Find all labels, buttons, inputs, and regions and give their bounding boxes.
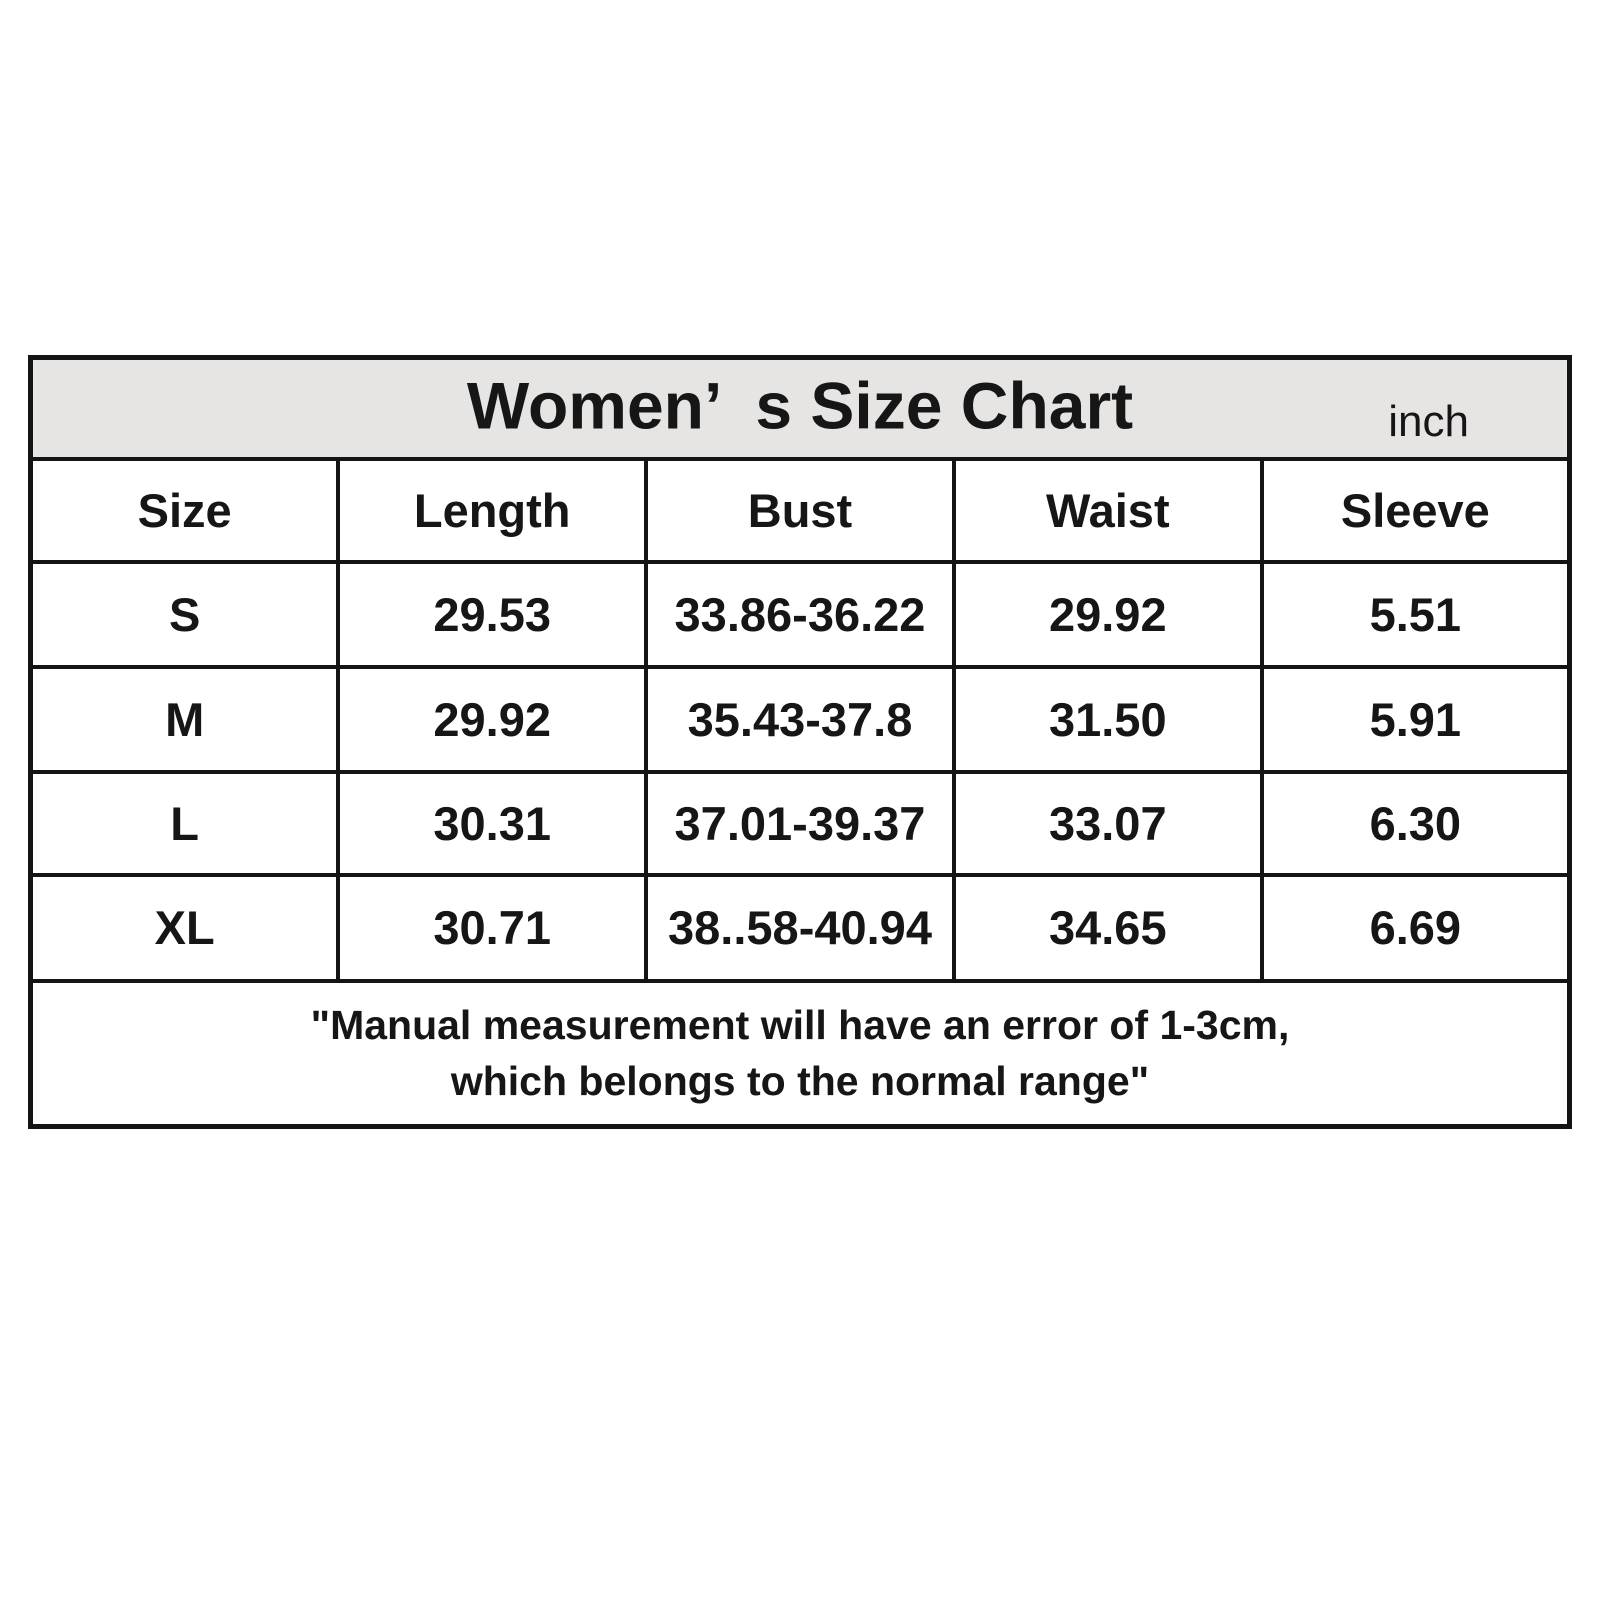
table-row-m xyxy=(31,667,1570,772)
bust-cell: 35.43-37.8 xyxy=(646,667,954,772)
note-line-1: "Manual measurement will have an error of 1-3cm, xyxy=(310,1002,1290,1049)
column-header-bust: Bust xyxy=(646,459,954,562)
waist-cell: 31.50 xyxy=(954,667,1262,772)
sleeve-cell: 6.30 xyxy=(1262,772,1570,875)
size-cell: S xyxy=(31,562,339,667)
column-header-size: Size xyxy=(31,459,339,562)
bust-cell: 38..58-40.94 xyxy=(646,875,954,981)
column-header-sleeve: Sleeve xyxy=(1262,459,1570,562)
note-row xyxy=(31,981,1570,1127)
size-cell: XL xyxy=(31,875,339,981)
table-row-xl xyxy=(31,875,1570,981)
waist-cell: 29.92 xyxy=(954,562,1262,667)
length-cell: 29.92 xyxy=(338,667,646,772)
length-cell: 30.31 xyxy=(338,772,646,875)
table-row-s xyxy=(31,562,1570,667)
waist-cell: 34.65 xyxy=(954,875,1262,981)
column-header-length: Length xyxy=(338,459,646,562)
title-bar xyxy=(31,358,1570,459)
size-cell: L xyxy=(31,772,339,875)
waist-cell: 33.07 xyxy=(954,772,1262,875)
table-row-l xyxy=(31,772,1570,875)
measurement-note xyxy=(31,981,1570,1127)
length-cell: 29.53 xyxy=(338,562,646,667)
title-row xyxy=(31,358,1570,459)
sleeve-cell: 6.69 xyxy=(1262,875,1570,981)
unit-label: inch xyxy=(1388,396,1469,446)
bust-cell: 33.86-36.22 xyxy=(646,562,954,667)
size-chart-table xyxy=(28,355,1572,1129)
note-line-2: which belongs to the normal range" xyxy=(450,1058,1150,1105)
column-header-row xyxy=(31,459,1570,562)
size-cell: M xyxy=(31,667,339,772)
column-header-waist: Waist xyxy=(954,459,1262,562)
length-cell: 30.71 xyxy=(338,875,646,981)
bust-cell: 37.01-39.37 xyxy=(646,772,954,875)
sleeve-cell: 5.51 xyxy=(1262,562,1570,667)
sleeve-cell: 5.91 xyxy=(1262,667,1570,772)
chart-title: Women’ s Size Chart xyxy=(466,368,1134,443)
